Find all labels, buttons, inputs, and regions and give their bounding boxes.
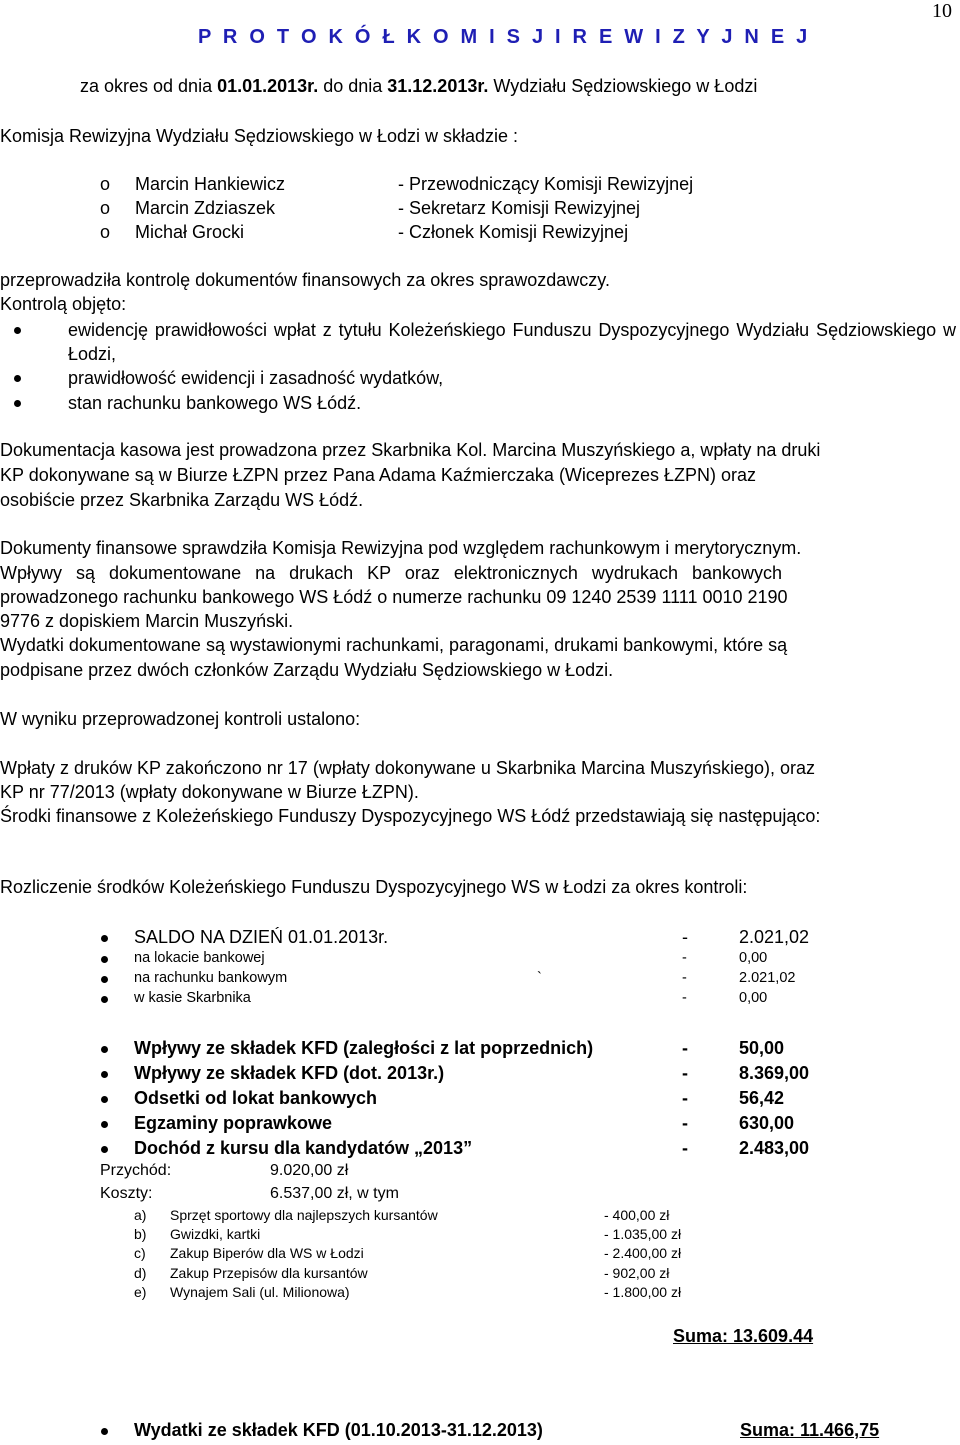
income-row [96, 1113, 956, 1137]
course-costs-label: Koszty: [100, 1185, 153, 1202]
income-value: 50,00 [739, 1038, 785, 1058]
member-role: - Sekretarz Komisji Rewizyjnej [398, 198, 641, 218]
cost-desc: Wynajem Sali (ul. Milionowa) [170, 1284, 350, 1300]
balance-item-row [96, 990, 956, 1010]
cost-letter: b) [134, 1226, 147, 1242]
course-costs-value: 6.537,00 zł, w tym [270, 1185, 399, 1202]
period-prefix: za okres od dnia [80, 76, 218, 96]
findings-line: Wpłaty z druków KP zakończono nr 17 (wpłaty dokonywane u Skarbnika Marcina Muszyńskiego), oraz [0, 758, 816, 778]
sum-total: Suma: 13.609.44 [673, 1326, 814, 1346]
bullet-icon [101, 976, 108, 983]
cash-paragraph-line: KP dokonywane są w Biurze ŁZPN przez Pana Adama Kaźmierczaka (Wiceprezes ŁZPN) oraz [0, 465, 756, 485]
balance-item-label: na rachunku bankowym [134, 970, 288, 986]
findings-line: KP nr 77/2013 (wpłaty dokonywane w Biurze ŁZPN). [0, 782, 419, 802]
cost-amount: - 2.400,00 zł [604, 1245, 682, 1261]
income-row [96, 1088, 956, 1112]
member-role: - Przewodniczący Komisji Rewizyjnej [398, 174, 694, 194]
bullet-icon [101, 935, 108, 942]
member-name: Marcin Zdziaszek [135, 198, 276, 218]
income-label: Wpływy ze składek KFD (dot. 2013r.) [134, 1063, 445, 1083]
control-scope-label: Kontrolą objęto: [0, 294, 127, 314]
income-dash: - [682, 1038, 688, 1058]
expenses-sum: Suma: 11.466,75 [740, 1420, 880, 1440]
income-row [96, 1038, 956, 1062]
scope-item [38, 391, 956, 415]
income-label: Odsetki od lokat bankowych [134, 1088, 378, 1108]
settlement-title: Rozliczenie środków Koleżeńskiego Funduszu Dyspozycyjnego WS w Łodzi za okres kontroli: [0, 877, 748, 897]
income-label: Wpływy ze składek KFD (zaległości z lat poprzednich) [134, 1038, 594, 1058]
balance-item-dash: - [682, 970, 687, 986]
docs-paragraph-line: 9776 z dopiskiem Marcin Muszyński. [0, 611, 294, 631]
bullet-icon [101, 1428, 108, 1435]
bullet-icon [101, 1046, 108, 1053]
bullet-icon [101, 956, 108, 963]
income-dash: - [682, 1138, 688, 1158]
balance-item-dash: - [682, 950, 687, 966]
balance-item-note: ` [537, 970, 542, 986]
course-costs-row [100, 1185, 399, 1203]
income-row [96, 1063, 956, 1087]
income-row [96, 1138, 956, 1162]
income-value: 8.369,00 [739, 1063, 810, 1083]
income-label: Egzaminy poprawkowe [134, 1113, 333, 1133]
cost-desc: Sprzęt sportowy dla najlepszych kursantów [170, 1207, 438, 1223]
cost-desc: Gwizdki, kartki [170, 1226, 261, 1242]
docs-paragraph-line: podpisane przez dwóch członków Zarządu Wydziału Sędziowskiego w Łodzi. [0, 660, 614, 680]
expenses-row [96, 1420, 956, 1444]
cost-desc: Zakup Przepisów dla kursantów [170, 1265, 368, 1281]
balance-item-row [96, 950, 956, 970]
cash-paragraph-line: osobiście przez Skarbnika Zarządu WS Łódź. [0, 490, 364, 510]
scope-item-text: prawidłowość ewidencji i zasadność wydatków, [68, 368, 444, 388]
balance-main-value: 2.021,02 [739, 927, 810, 947]
income-dash: - [682, 1088, 688, 1108]
docs-paragraph-line: prowadzonego rachunku bankowego WS Łódź o numerze rachunku 09 1240 2539 1111 0010 2190 [0, 587, 788, 607]
member-name: Marcin Hankiewicz [135, 174, 286, 194]
income-value: 2.483,00 [739, 1138, 810, 1158]
income-value: 56,42 [739, 1088, 785, 1108]
control-sentence: przeprowadziła kontrolę dokumentów finansowych za okres sprawozdawczy. [0, 270, 610, 290]
balance-item-value: 0,00 [739, 950, 768, 966]
docs-paragraph-line: Wydatki dokumentowane są wystawionymi rachunkami, paragonami, drukami bankowymi, które są [0, 635, 788, 655]
bullet-icon [14, 375, 21, 382]
findings-intro: W wyniku przeprowadzonej kontroli ustalono: [0, 709, 361, 729]
docs-paragraph-line: Dokumenty finansowe sprawdziła Komisja Rewizyjna pod względem rachunkowym i merytorycznym. [0, 538, 802, 558]
balance-item-value: 0,00 [739, 990, 768, 1006]
cost-amount: - 1.800,00 zł [604, 1284, 682, 1300]
balance-main-label: SALDO NA DZIEŃ 01.01.2013r. [134, 927, 389, 947]
cost-amount: - 902,00 zł [604, 1265, 670, 1281]
bullet-icon [14, 400, 21, 407]
period-line [80, 76, 757, 97]
course-revenue-row [100, 1162, 349, 1180]
bullet-icon [14, 327, 21, 334]
cost-desc: Zakup Biperów dla WS w Łodzi [170, 1245, 364, 1261]
cost-letter: e) [134, 1284, 147, 1300]
member-marker: o [100, 222, 111, 242]
balance-item-row [96, 970, 956, 990]
bullet-icon [101, 1146, 108, 1153]
balance-item-label: na lokacie bankowej [134, 950, 265, 966]
bullet-icon [101, 1096, 108, 1103]
bullet-icon [101, 1121, 108, 1128]
period-date-to: 31.12.2013r. [387, 76, 489, 96]
bullet-icon [101, 1071, 108, 1078]
income-dash: - [682, 1063, 688, 1083]
docs-paragraph-line: Wpływy są dokumentowane na drukach KP oraz elektronicznych wydrukach bankowych [0, 563, 783, 583]
balance-item-label: w kasie Skarbnika [134, 990, 251, 1006]
scope-item-text: ewidencję prawidłowości wpłat z tytułu Koleżeńskiego Funduszu Dyspozycyjnego Wydziału Sędziowskiego w Łodzi, [68, 320, 956, 364]
expenses-label: Wydatki ze składek KFD (01.10.2013-31.12.2013) [134, 1420, 543, 1440]
member-role: - Członek Komisji Rewizyjnej [398, 222, 629, 242]
income-value: 630,00 [739, 1113, 795, 1133]
cost-amount: - 400,00 zł [604, 1207, 670, 1223]
bullet-icon [101, 996, 108, 1003]
cash-paragraph-line: Dokumentacja kasowa jest prowadzona przez Skarbnika Kol. Marcina Muszyńskiego a, wpłaty na druki [0, 440, 821, 460]
scope-item [38, 318, 956, 366]
income-label: Dochód z kursu dla kandydatów „2013” [134, 1138, 473, 1158]
document-title: P R O T O K Ó Ł K O M I S J I R E W I Z Y J N E J [198, 26, 811, 48]
balance-main-dash: - [682, 927, 688, 947]
course-revenue-label: Przychód: [100, 1162, 172, 1179]
period-suffix: Wydziału Sędziowskiego w Łodzi [488, 76, 758, 96]
period-date-from: 01.01.2013r. [217, 76, 319, 96]
member-marker: o [100, 198, 111, 218]
cost-amount: - 1.035,00 zł [604, 1226, 682, 1242]
balance-main-row [96, 927, 956, 951]
page-number: 10 [932, 0, 952, 22]
committee-intro: Komisja Rewizyjna Wydziału Sędziowskiego w Łodzi w składzie : [0, 126, 519, 146]
cost-letter: a) [134, 1207, 147, 1223]
period-middle: do dnia [318, 76, 388, 96]
findings-line: Środki finansowe z Koleżeńskiego Funduszy Dyspozycyjnego WS Łódź przedstawiają się następująco: [0, 806, 821, 826]
member-marker: o [100, 174, 111, 194]
balance-item-value: 2.021,02 [739, 970, 796, 986]
balance-item-dash: - [682, 990, 687, 1006]
course-revenue-value: 9.020,00 zł [270, 1162, 349, 1179]
cost-letter: d) [134, 1265, 147, 1281]
member-name: Michał Grocki [135, 222, 245, 242]
scope-item [38, 366, 956, 390]
cost-letter: c) [134, 1245, 146, 1261]
scope-item-text: stan rachunku bankowego WS Łódź. [68, 393, 362, 413]
income-dash: - [682, 1113, 688, 1133]
